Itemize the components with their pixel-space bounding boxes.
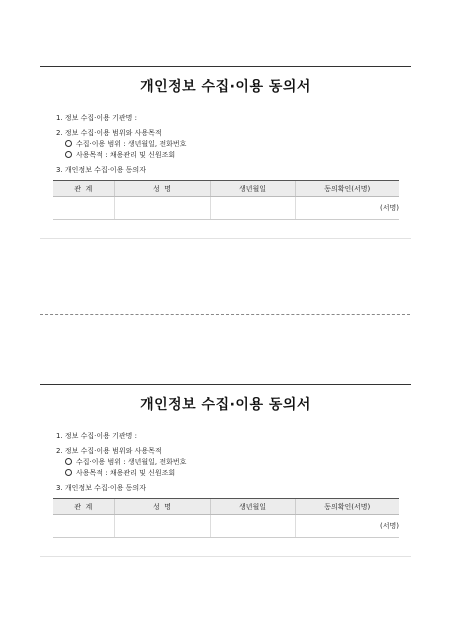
form-top-rule [40, 384, 411, 385]
header-birthdate: 생년월일 [210, 181, 295, 197]
consenter-table [53, 180, 399, 220]
circle-bullet-icon [65, 458, 72, 465]
header-name: 성 명 [114, 499, 210, 515]
table-header-row [53, 181, 399, 197]
institution-name-item: 1. 정보 수집·이용 기관명 : [56, 114, 138, 122]
consent-form-top [40, 66, 411, 239]
signature-cell[interactable]: (서명) [295, 515, 399, 538]
purpose-text: 사용목적 : 채용관리 및 신원조회 [76, 469, 176, 477]
cut-line [40, 314, 410, 315]
form-items [40, 431, 411, 494]
scope-purpose-item: 2. 정보 수집·이용 범위와 사용목적 [56, 129, 162, 137]
purpose-subitem [56, 468, 411, 479]
table-header-row [53, 499, 399, 515]
scope-text: 수집·이용 범위 : 생년월일, 전화번호 [76, 458, 187, 466]
header-birthdate: 생년월일 [210, 499, 295, 515]
form-title: 개인정보 수집·이용 동의서 [140, 79, 311, 95]
birthdate-cell[interactable] [210, 197, 295, 220]
header-relation: 관 계 [53, 181, 114, 197]
signature-cell[interactable]: (서명) [295, 197, 399, 220]
form-bottom-rule [40, 556, 411, 557]
form-title: 개인정보 수집·이용 동의서 [140, 397, 311, 413]
consenter-item: 3. 개인정보 수집·이용 동의자 [56, 166, 146, 174]
circle-bullet-icon [65, 469, 72, 476]
table-row [53, 515, 399, 538]
consenter-item: 3. 개인정보 수집·이용 동의자 [56, 484, 146, 492]
header-relation: 관 계 [53, 499, 114, 515]
purpose-subitem [56, 150, 411, 161]
header-name: 성 명 [114, 181, 210, 197]
scope-subitem [56, 139, 411, 150]
header-consent-signature: 동의확인(서명) [295, 181, 399, 197]
purpose-text: 사용목적 : 채용관리 및 신원조회 [76, 151, 176, 159]
scope-purpose-item: 2. 정보 수집·이용 범위와 사용목적 [56, 447, 162, 455]
scope-text: 수집·이용 범위 : 생년월일, 전화번호 [76, 140, 187, 148]
form-items [40, 113, 411, 176]
circle-bullet-icon [65, 151, 72, 158]
header-consent-signature: 동의확인(서명) [295, 499, 399, 515]
circle-bullet-icon [65, 140, 72, 147]
name-cell[interactable] [114, 515, 210, 538]
relation-cell[interactable] [53, 515, 114, 538]
institution-name-item: 1. 정보 수집·이용 기관명 : [56, 432, 138, 440]
form-top-rule [40, 66, 411, 67]
consenter-table [53, 498, 399, 538]
birthdate-cell[interactable] [210, 515, 295, 538]
form-bottom-rule [40, 238, 411, 239]
scope-subitem [56, 457, 411, 468]
consent-form-bottom [40, 384, 411, 557]
relation-cell[interactable] [53, 197, 114, 220]
name-cell[interactable] [114, 197, 210, 220]
table-row [53, 197, 399, 220]
